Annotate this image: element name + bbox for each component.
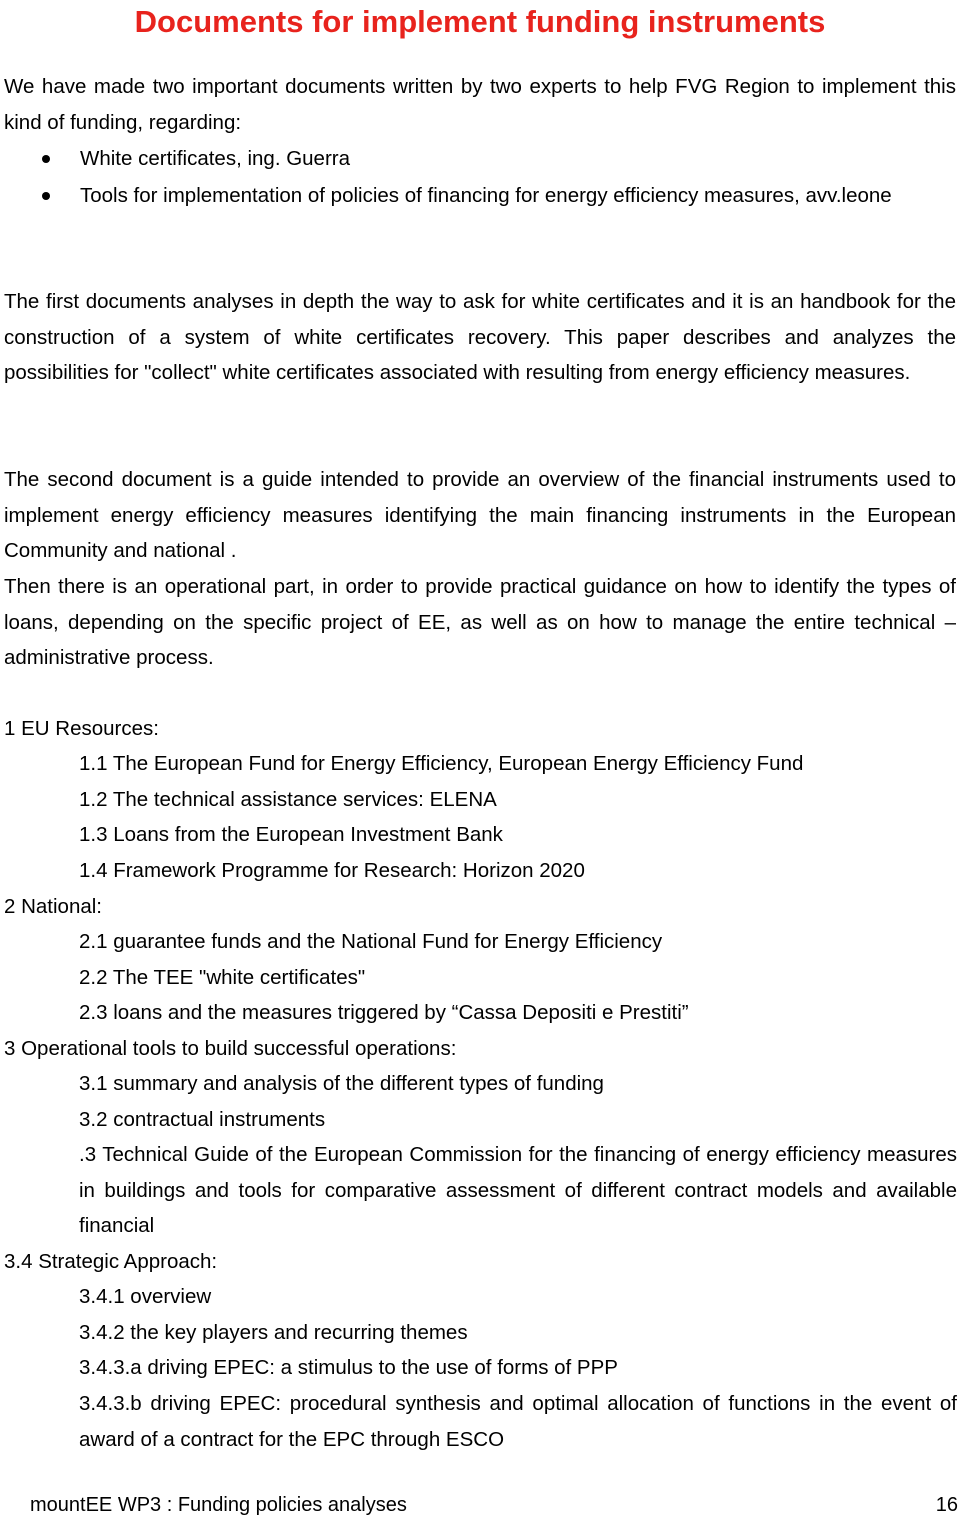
intro-paragraph: We have made two important documents written by two experts to help FVG Region to implement this kind of funding, regarding:: [4, 75, 956, 134]
outline-item-1-4: 1.4 Framework Programme for Research: Horizon 2020: [79, 859, 585, 882]
outline-item-3-4-2: 3.4.2 the key players and recurring themes: [79, 1321, 468, 1344]
bullet-item-white-certificates: White certificates, ing. Guerra: [80, 147, 351, 170]
paragraph-second-document: The second document is a guide intended to provide an overview of the financial instruments used to implement energy efficiency measures identifying the main financing instruments in the European Community and national .: [4, 468, 956, 562]
footer-page-number: 16: [935, 1494, 958, 1516]
outline-item-3-1: 3.1 summary and analysis of the different types of funding: [79, 1072, 604, 1095]
bullet-icon: [42, 155, 50, 163]
outline-item-1-1: 1.1 The European Fund for Energy Efficiency, European Energy Efficiency Fund: [79, 752, 804, 775]
outline-item-3-2: 3.2 contractual instruments: [79, 1108, 326, 1131]
outline-item-3-4-3b: 3.4.3.b driving EPEC: procedural synthesis and optimal allocation of functions in the event of award of a contract for the EPC through ESCO: [79, 1392, 957, 1451]
outline-item-3-4-1: 3.4.1 overview: [79, 1285, 212, 1308]
outline-section-2: 2 National:: [4, 895, 103, 918]
outline-item-2-1: 2.1 guarantee funds and the National Fund for Energy Efficiency: [79, 930, 663, 953]
paragraph-first-document: The first documents analyses in depth the way to ask for white certificates and it is an handbook for the construction of a system of white certificates recovery. This paper describes and analyzes the possibilities for "collect" white certificates associated with resulting from energy efficiency measures.: [4, 290, 956, 384]
outline-item-3-3: .3 Technical Guide of the European Commission for the financing of energy efficiency measures in buildings and tools for comparative assessment of different contract models and available financial: [79, 1143, 957, 1237]
outline-section-3: 3 Operational tools to build successful operations:: [4, 1037, 457, 1060]
page-title: Documents for implement funding instruments: [134, 4, 826, 39]
outline-item-3-4-3a: 3.4.3.a driving EPEC: a stimulus to the use of forms of PPP: [79, 1356, 618, 1379]
outline-section-3-4: 3.4 Strategic Approach:: [4, 1250, 218, 1273]
outline-item-1-3: 1.3 Loans from the European Investment Bank: [79, 823, 503, 846]
footer-document-name: mountEE WP3 : Funding policies analyses: [30, 1494, 407, 1516]
outline-item-1-2: 1.2 The technical assistance services: ELENA: [79, 788, 497, 811]
outline-section-1: 1 EU Resources:: [4, 717, 159, 740]
bullet-item-tools: Tools for implementation of policies of financing for energy efficiency measures, avv.leone: [80, 184, 892, 207]
outline-item-2-2: 2.2 The TEE "white certificates": [79, 966, 366, 989]
outline-item-2-3: 2.3 loans and the measures triggered by “Cassa Depositi e Prestiti”: [79, 1001, 689, 1024]
bullet-icon: [42, 192, 50, 200]
paragraph-operational-part: Then there is an operational part, in order to provide practical guidance on how to identify the types of loans, depending on the specific project of EE, as well as on how to manage the entire technical – administrative process.: [4, 575, 956, 669]
